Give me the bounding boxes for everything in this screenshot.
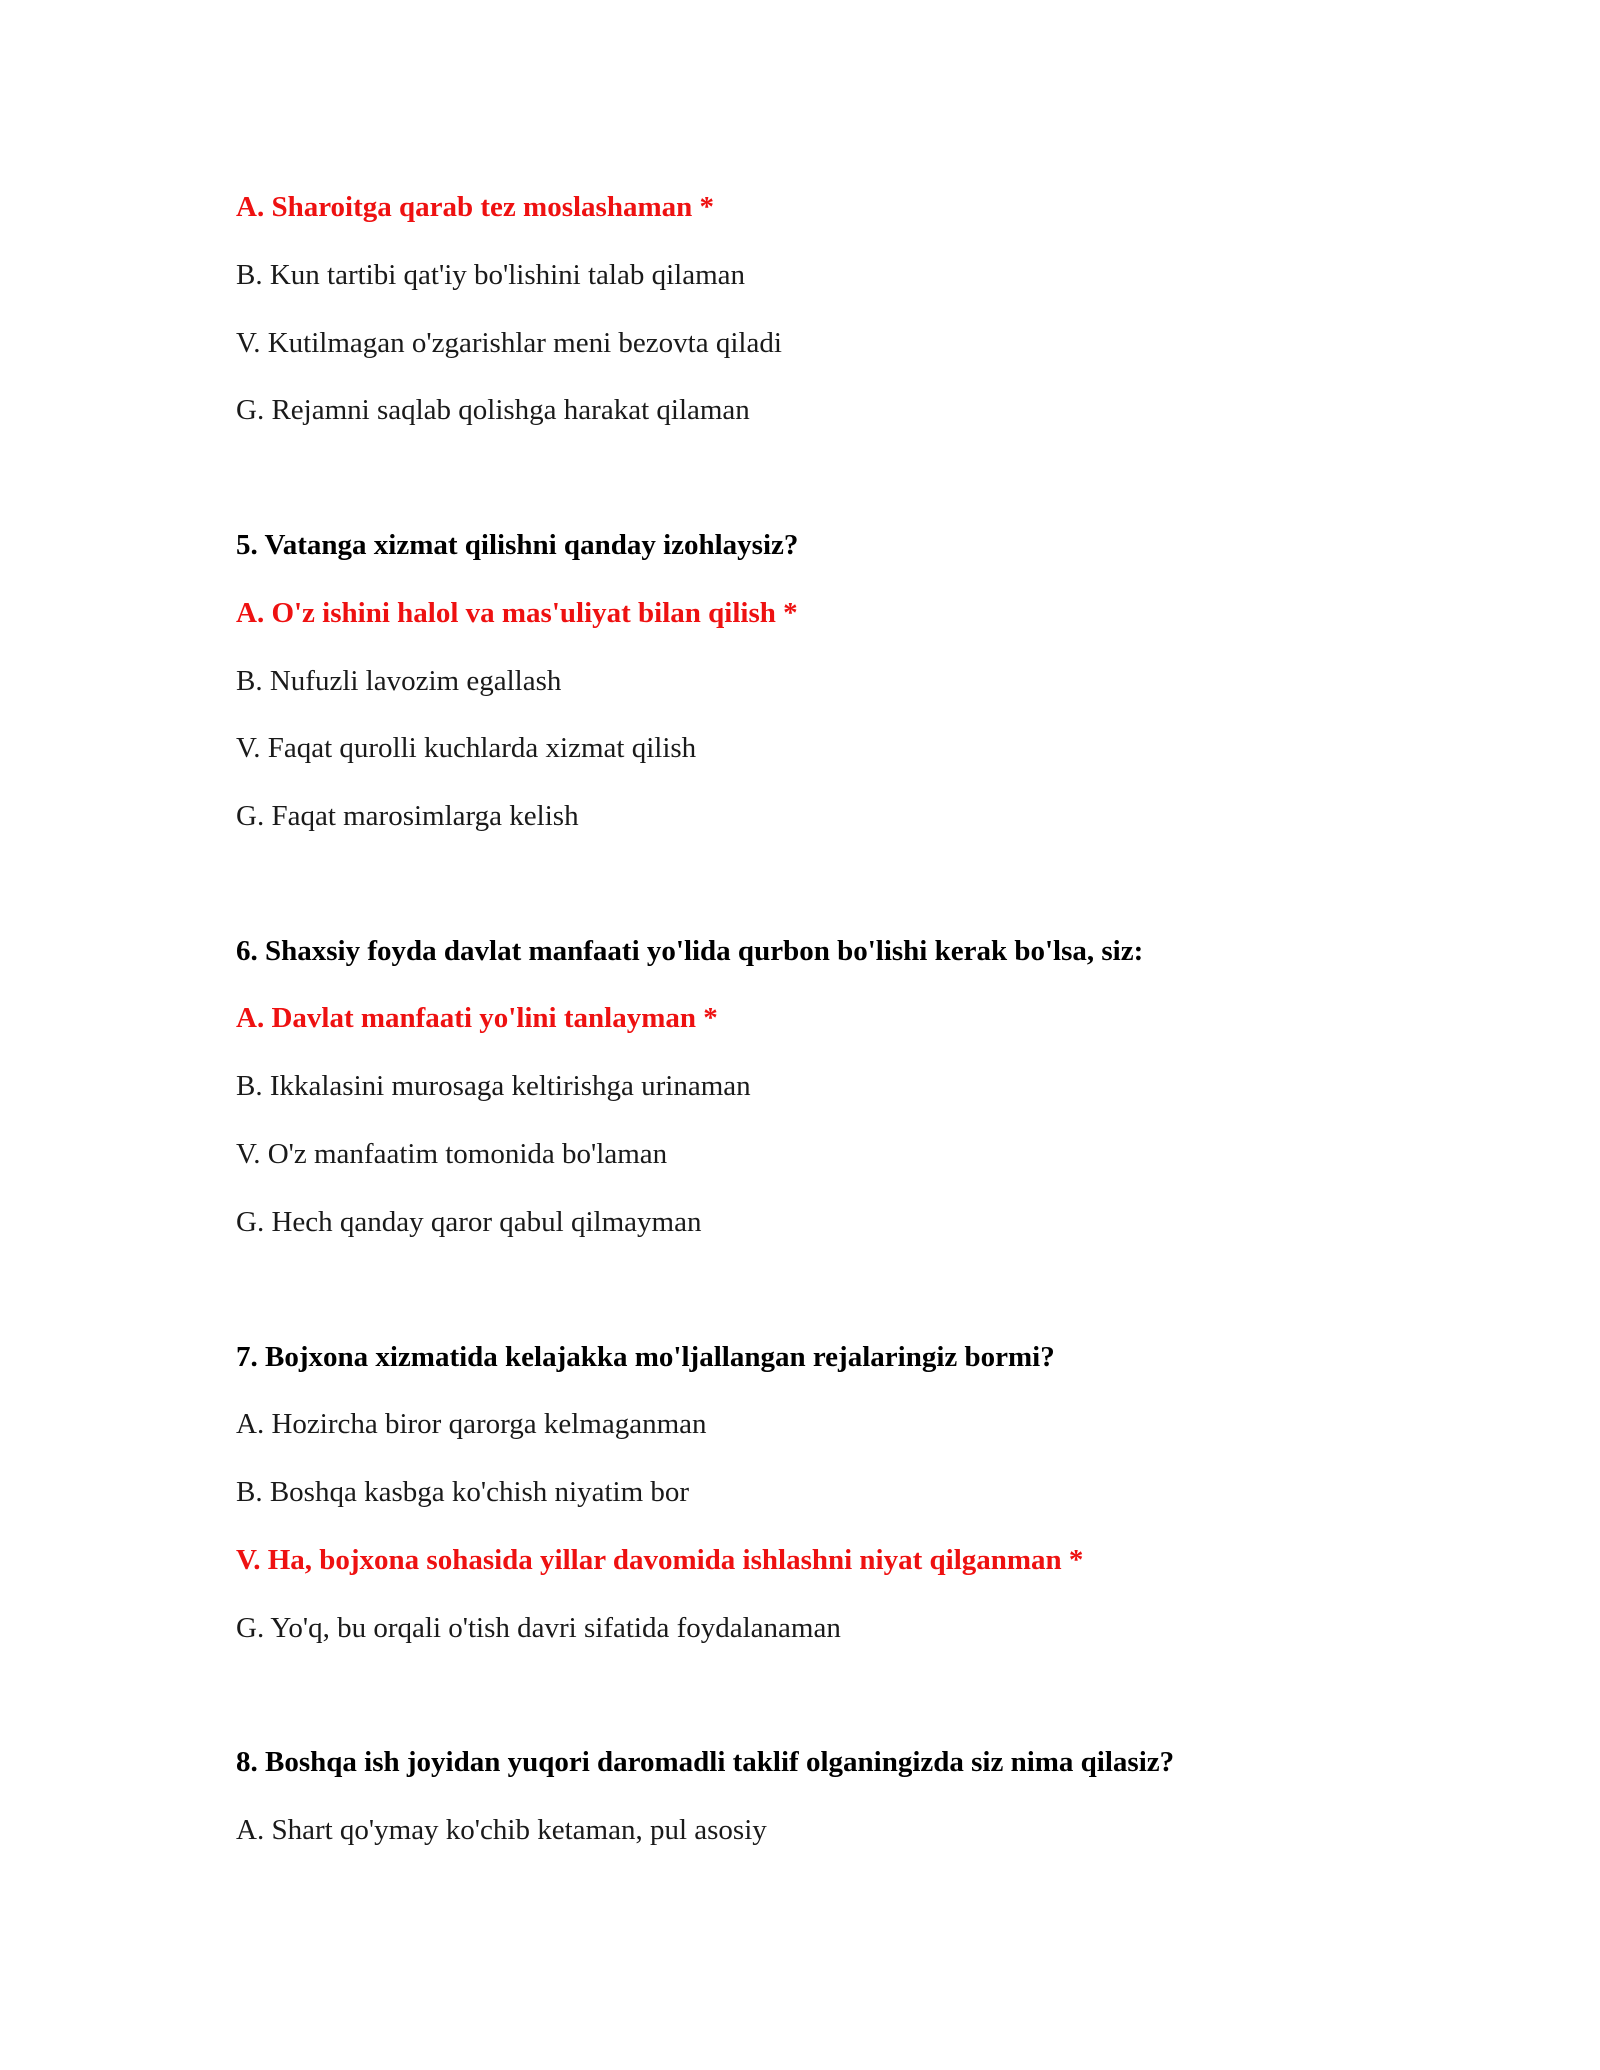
question-6-title: 6. Shaxsiy foyda davlat manfaati yo'lida qurbon bo'lishi kerak bo'lsa, siz:: [236, 935, 1144, 967]
answer-option: G. Hech qanday qaror qabul qilmayman: [236, 1206, 702, 1238]
question-7-title: 7. Bojxona xizmatida kelajakka mo'ljallangan rejalaringiz bormi?: [236, 1341, 1055, 1373]
document-page: [236, 0, 1436, 2070]
answer-option: G. Yo'q, bu orqali o'tish davri sifatida foydalanaman: [236, 1612, 841, 1644]
answer-option: V. Faqat qurolli kuchlarda xizmat qilish: [236, 732, 697, 764]
answer-option-correct: A. Davlat manfaati yo'lini tanlayman *: [236, 1002, 718, 1034]
answer-option: V. Kutilmagan o'zgarishlar meni bezovta qiladi: [236, 327, 782, 359]
answer-option: V. O'z manfaatim tomonida bo'laman: [236, 1138, 668, 1170]
question-5-title: 5. Vatanga xizmat qilishni qanday izohlaysiz?: [236, 529, 799, 561]
answer-option: G. Faqat marosimlarga kelish: [236, 800, 579, 832]
answer-option: A. Hozircha biror qarorga kelmaganman: [236, 1408, 707, 1440]
answer-option: B. Kun tartibi qat'iy bo'lishini talab qilaman: [236, 259, 746, 291]
question-8-title: 8. Boshqa ish joyidan yuqori daromadli taklif olganingizda siz nima qilasiz?: [236, 1746, 1175, 1778]
answer-option-correct: A. Sharoitga qarab tez moslashaman *: [236, 191, 714, 223]
answer-option: A. Shart qo'ymay ko'chib ketaman, pul asosiy: [236, 1814, 767, 1846]
answer-option-correct: A. O'z ishini halol va mas'uliyat bilan qilish *: [236, 597, 798, 629]
answer-option: G. Rejamni saqlab qolishga harakat qilaman: [236, 394, 750, 426]
answer-option: B. Boshqa kasbga ko'chish niyatim bor: [236, 1476, 690, 1508]
answer-option-correct: V. Ha, bojxona sohasida yillar davomida ishlashni niyat qilganman *: [236, 1544, 1084, 1576]
answer-option: B. Nufuzli lavozim egallash: [236, 665, 562, 697]
answer-option: B. Ikkalasini murosaga keltirishga urinaman: [236, 1070, 751, 1102]
